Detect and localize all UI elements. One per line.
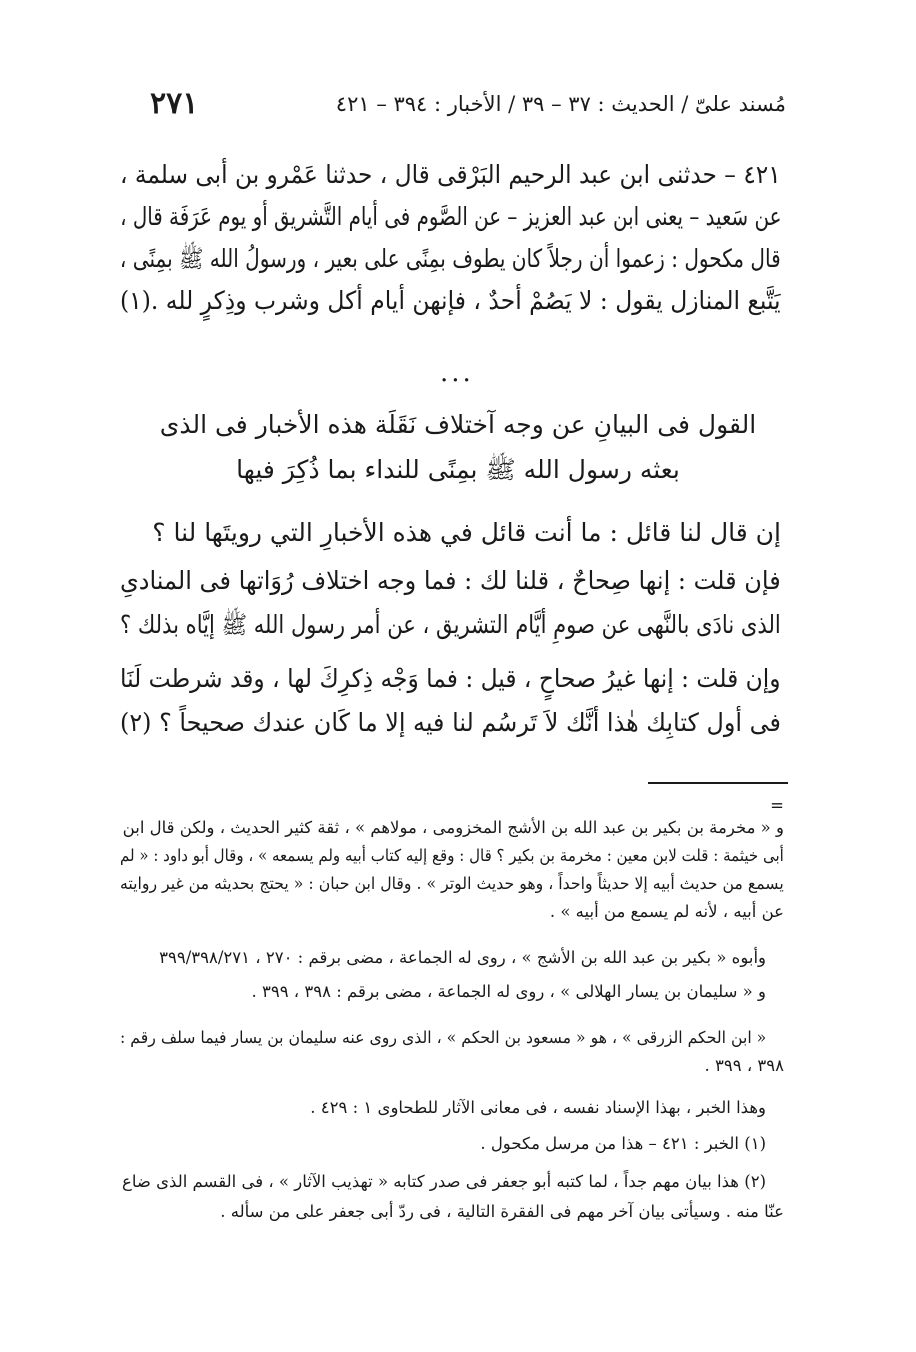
section-separator: ... <box>440 358 474 388</box>
footnote-line: أبى خيثمة : قلت لابن معين : مخرمة بن بكير ؟ قال : وقع إليه كتاب أبيه ولم يسمعه » ، وقال أبو داود : « لم <box>120 846 784 865</box>
footnote-line: و « سليمان بن يسار الهلالى » ، روى له الجماعة ، مضى برقم : ٣٩٨ ، ٣٩٩ . <box>251 982 766 1001</box>
paragraph-line: فى أول كتابِك هٰذا أنَّك لاَ تَرسُم لنا فيه إلا ما كَان عندك صحيحاً ؟ (٢) <box>120 708 781 737</box>
paragraph-line: الذى نادَى بالنَّهى عن صومِ أيَّام التشريق ، عن أمر رسول الله ﷺ إيَّاه بذلك ؟ <box>120 610 781 639</box>
page-number: ٢٧١ <box>150 86 199 121</box>
footnote-line: عنّا منه . وسيأتى بيان آخر مهم فى الفقرة التالية ، فى ردّ أبى جعفر على من سأله . <box>220 1202 784 1221</box>
paragraph-line: وإن قلت : إنها غيرُ صحاحٍ ، قيل : فما وَجْه ذِكرِكَ لها ، وقد شرطت لَنَا <box>120 664 781 693</box>
footnote-line: ٣٩٨ ، ٣٩٩ . <box>704 1056 784 1075</box>
hadith-line: عن سَعيد – يعنى ابن عبد العزيز – عن الصَّوم فى أيام التَّشريق أو يوم عَرَفَة قال ، <box>119 202 781 231</box>
section-title-line: بعثه رسول الله ﷺ بمِنًى للنداء بما ذُكِرَ فيها <box>236 455 680 484</box>
footnote-line: و « مخرمة بن بكير بن عبد الله بن الأشج المخزومى ، مولاهم » ، ثقة كثير الحديث ، ولكن قال ابن <box>122 818 784 837</box>
footnote-line: يسمع من حديث أبيه إلا حديثاً واحداً ، وهو حديث الوتر » . وقال ابن حبان : « يحتج بحديثه من غير روايته <box>120 874 784 893</box>
paragraph-line: فإن قلت : إنها صِحاحٌ ، قلنا لك : فما وجه اختلاف رُوَاتها فى المنادىِ <box>120 566 781 595</box>
hadith-line: ٤٢١ – حدثنى ابن عبد الرحيم البَرْقى قال ، حدثنا عَمْرو بن أبى سلمة ، <box>120 160 781 189</box>
footnote-line: وهذا الخبر ، بهذا الإسناد نفسه ، فى معانى الآثار للطحاوى ١ : ٤٢٩ . <box>310 1098 766 1117</box>
paragraph-line: إن قال لنا قائل : ما أنت قائل في هذه الأخبارِ التي رويتَها لنا ؟ <box>152 518 781 547</box>
footnote-line: وأبوه « بكير بن عبد الله بن الأشج » ، روى له الجماعة ، مضى برقم : ٢٧٠ ، ٣٩٩/٣٩٨/٢٧١ <box>159 948 766 967</box>
section-title-line: القول فى البيانِ عن وجه آختلاف نَقَلَة هذه الأخبار فى الذى <box>159 410 757 439</box>
running-header: مُسند علىّ / الحديث : ٣٧ – ٣٩ / الأخبار : ٣٩٤ – ٤٢١ <box>335 92 786 116</box>
footnote-line: عن أبيه ، لأنه لم يسمع من أبيه » . <box>549 902 784 921</box>
hadith-line: قال مكحول : زعموا أن رجلاً كان يطوف بمِنًى على بعير ، ورسولُ الله ﷺ بمِنًى ، <box>120 244 781 273</box>
footnote-line: « ابن الحكم الزرقى » ، هو « مسعود بن الحكم » ، الذى روى عنه سليمان بن يسار فيما سلف رقم : <box>119 1028 766 1047</box>
footnote-line: (١) الخبر : ٤٢١ – هذا من مرسل مكحول . <box>480 1134 766 1153</box>
hadith-line: يَتَّبع المنازل يقول : لا يَصُمْ أحدٌ ، فإنهن أيام أكل وشرب وذِكرٍ لله .(١) <box>120 286 781 315</box>
footnote-rule <box>648 782 788 784</box>
footnote-line: (٢) هذا بيان مهم جداً ، لما كتبه أبو جعفر فى صدر كتابه « تهذيب الآثار » ، فى القسم الذى ضاع <box>121 1172 766 1191</box>
footnote-continuation-mark: = <box>770 796 784 815</box>
